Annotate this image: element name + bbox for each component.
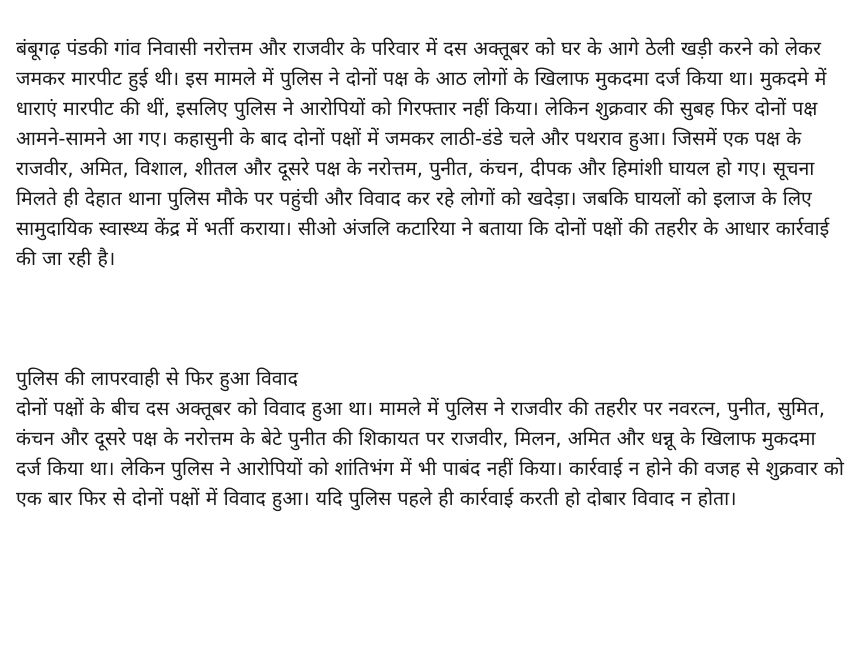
article-paragraph-2: दोनों पक्षों के बीच दस अक्तूबर को विवाद हुआ था। मामले में पुलिस ने राजवीर की तहरीर पर नवरत्न, पुनीत, सुमित, कंचन और दूसरे पक्ष के नरोत्तम के बेटे पुनीत की शिकायत पर राजवीर, मिलन, अमित और धन्नू के खिलाफ मुकदमा दर्ज किया था। लेकिन पुलिस ने आरोपियों को शांतिभंग में भी पाबंद नहीं किया। कार्रवाई न होने की वजह से शुक्रवार को एक बार फिर से दोनों पक्षों में विवाद हुआ। यदि पुलिस पहले ही कार्रवाई करती हो दोबार विवाद न होता। <box>16 397 844 510</box>
article-paragraph-1: बंबूगढ़ पंडकी गांव निवासी नरोत्तम और राजवीर के परिवार में दस अक्तूबर को घर के आगे ठेली खड़ी करने को लेकर जमकर मारपीट हुई थी। इस मामले में पुलिस ने दोनों पक्ष के आठ लोगों के खिलाफ मुकदमा दर्ज किया था। मुकदमे में धाराएं मारपीट की थीं, इसलिए पुलिस ने आरोपियों को गिरफ्तार नहीं किया। लेकिन शुक्रवार की सुबह फिर दोनों पक्ष आमने-सामने आ गए। कहासुनी के बाद दोनों पक्षों में जमकर लाठी-डंडे चले और पथराव हुआ। जिसमें एक पक्ष के राजवीर, अमित, विशाल, शीतल और दूसरे पक्ष के नरोत्तम, पुनीत, कंचन, दीपक और हिमांशी घायल हो गए। सूचना मिलते ही देहात थाना पुलिस मौके पर पहुंची और विवाद कर रहे लोगों को खदेड़ा। जबकि घायलों को इलाज के लिए सामुदायिक स्वास्थ्य केंद्र में भर्ती कराया। सीओ अंजलि कटारिया ने बताया कि दोनों पक्षों की तहरीर के आधार कार्रवाई की जा रही है। <box>16 37 830 270</box>
article-subheading: पुलिस की लापरवाही से फिर हुआ विवाद <box>16 367 299 390</box>
article-body <box>16 34 844 514</box>
